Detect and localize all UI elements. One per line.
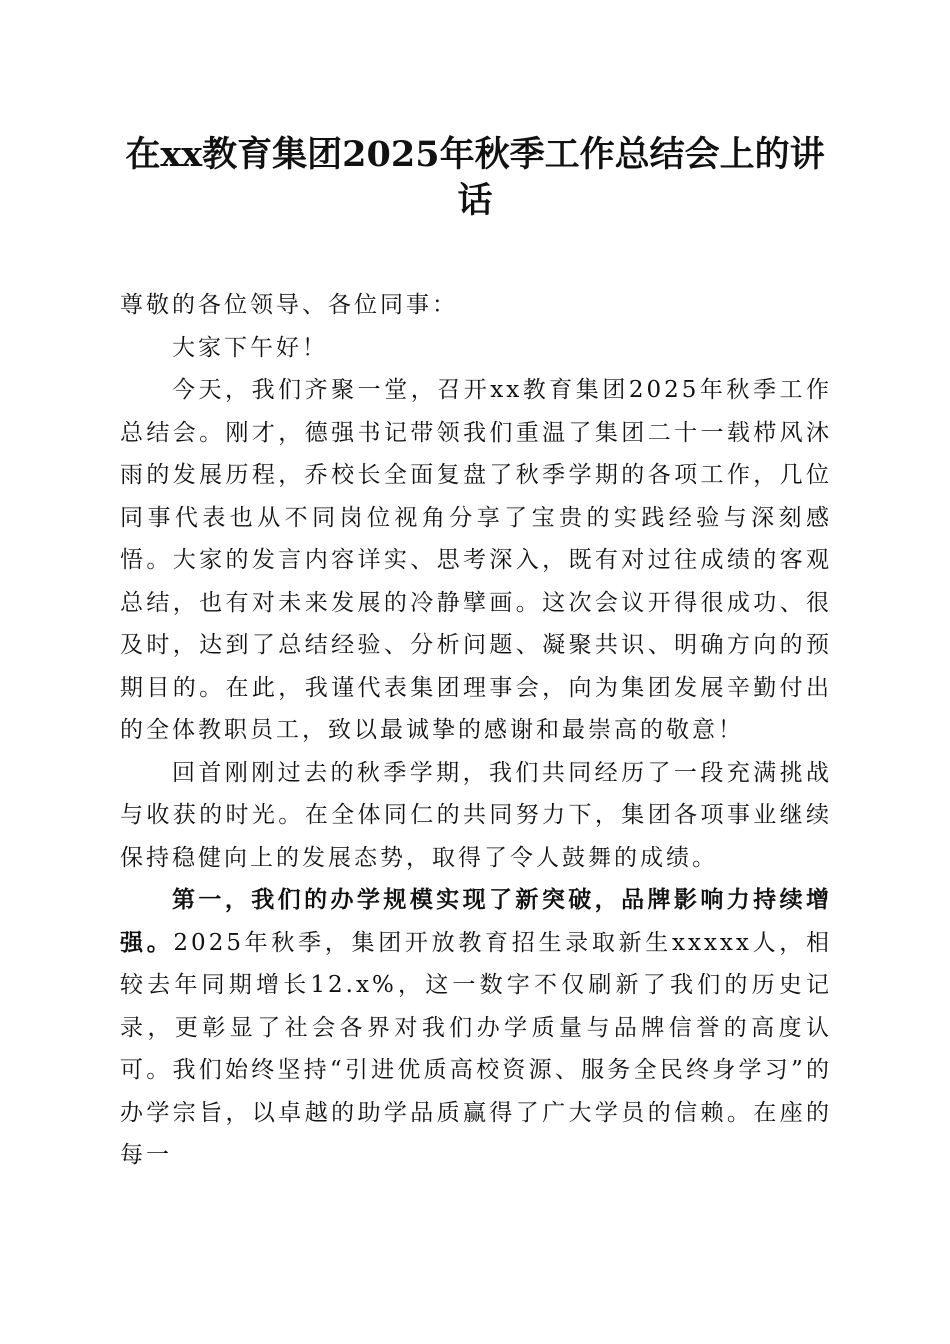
point-one-lead: 第一，我们的办学规模实现了新突破，品牌影响力持续增强。 [120,886,832,956]
paragraph-point-one [120,879,832,1177]
salutation: 尊敬的各位领导、各位同事： [120,292,458,318]
paragraph-review: 回首刚刚过去的秋季学期，我们共同经历了一段充满挑战与收获的时光。在全体同仁的共同努力下，集团各项事业继续保持稳健向上的发展态势，取得了令人鼓舞的成绩。 [120,759,832,871]
paragraph-opening: 今天，我们齐聚一堂，召开xx教育集团2025年秋季工作总结会。刚才，德强书记带领我们重温了集团二十一载栉风沐雨的发展历程，乔校长全面复盘了秋季学期的各项工作，几位同事代表也从不同岗位视角分享了宝贵的实践经验与深刻感悟。大家的发言内容详实、思考深入，既有对过往成绩的客观总结，也有对未来发展的冷静擘画。这次会议开得很成功、很及时，达到了总结经验、分析问题、凝聚共识、明确方向的预期目的。在此，我谨代表集团理事会，向为集团发展辛勤付出的全体教职员工，致以最诚挚的感谢和最崇高的敬意！ [120,377,832,743]
point-one-text: 2025年秋季，集团开放教育招生录取新生xxxxx人，相较去年同期增长12.x%，这一数字不仅刷新了我们的历史记录，更彰显了社会各界对我们办学质量与品牌信誉的高度认可。我们始终坚持“引进优质高校资源、服务全民终身学习”的办学宗旨，以卓越的助学品质赢得了广大学员的信赖。在座的每一 [120,929,833,1168]
document-title: 在xx教育集团2025年秋季工作总结会上的讲话 [125,134,825,221]
document-body [120,284,832,1177]
greeting: 大家下午好！ [172,334,328,361]
